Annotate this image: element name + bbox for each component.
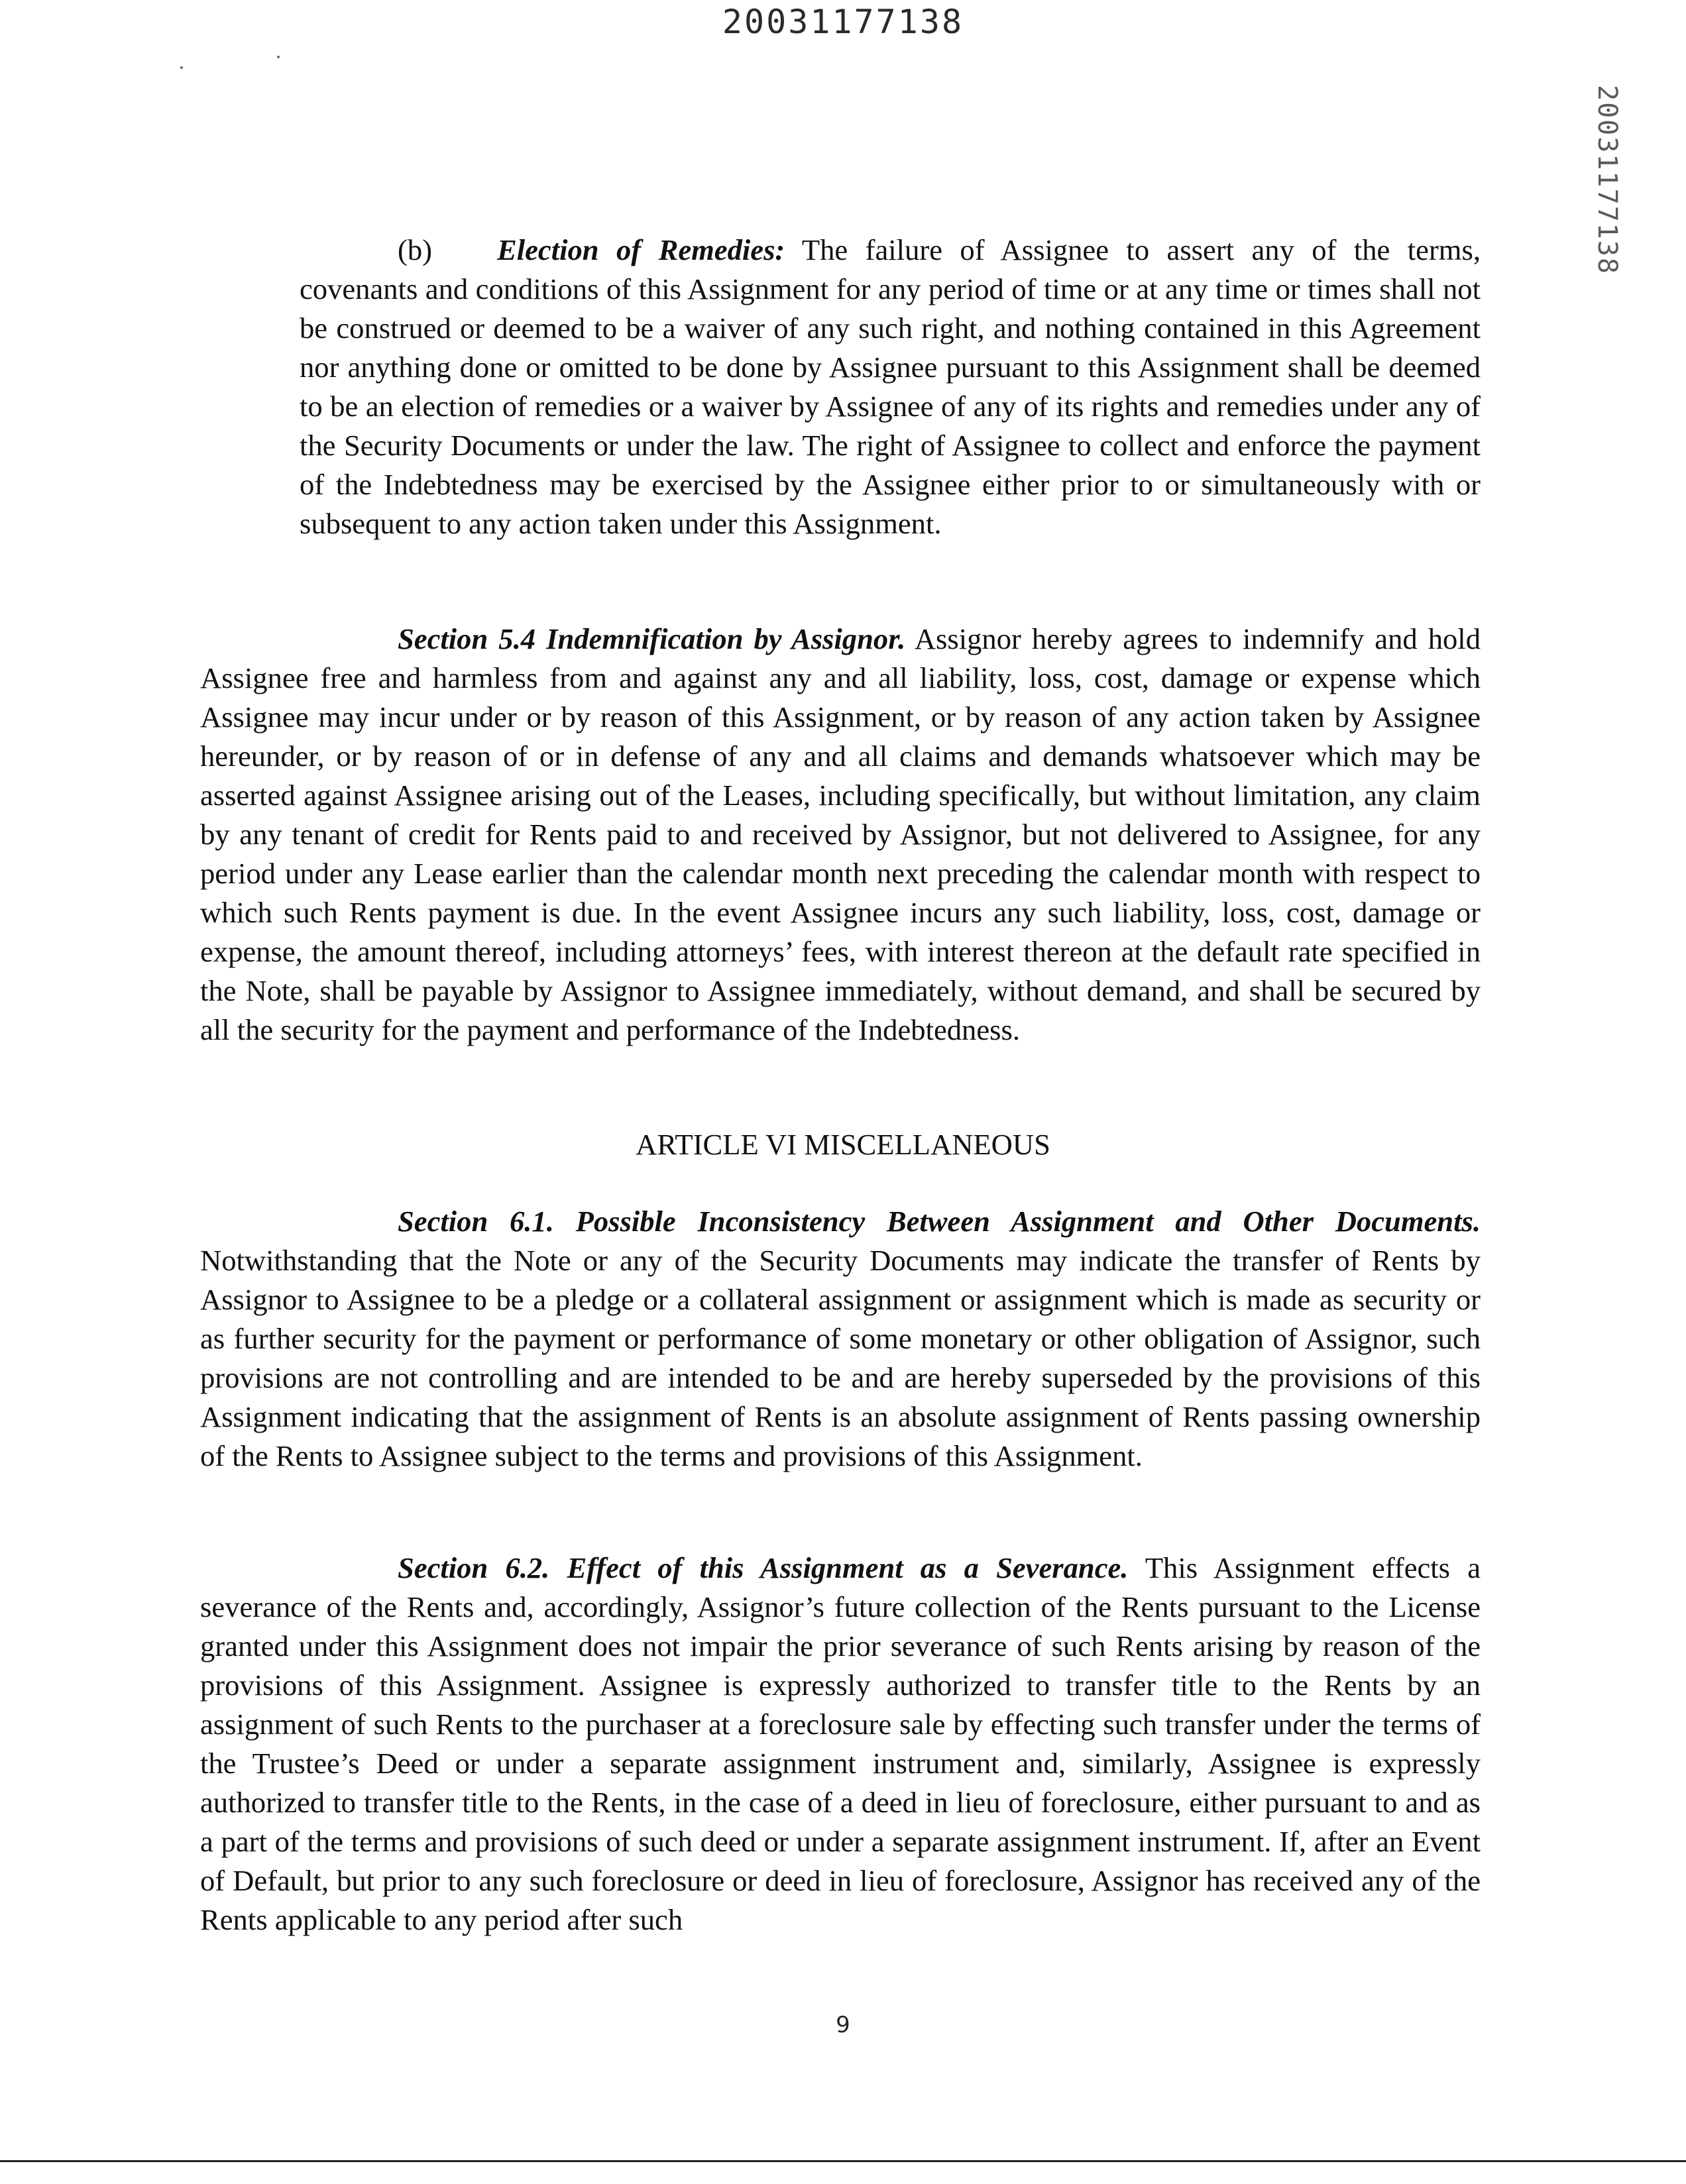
- section-6-2-heading: Section 6.2. Effect of this Assignment as a Severance.: [398, 1551, 1129, 1584]
- election-of-remedies-heading: Election of Remedies:: [497, 233, 785, 266]
- section-6-2-paragraph: [200, 1549, 1481, 1939]
- section-6-1-text: Notwithstanding that the Note or any of the Security Documents may indicate the transfer of Rents by Assignor to Assignee to be a pledge or a collateral assignment or assignment which is made as security or as further security for the payment or performance of some monetary or other obligation of Assignor, such provisions are not controlling and are intended to be and are hereby superseded by the provisions of this Assignment indicating that the assignment of Rents is an absolute assignment of Rents passing ownership of the Rents to Assignee subject to the terms and provisions of this Assignment.: [200, 1244, 1481, 1472]
- section-6-2-text: This Assignment effects a severance of the Rents and, accordingly, Assignor’s future collection of the Rents pursuant to the License granted under this Assignment does not impair the prior severance of such Rents arising by reason of the provisions of this Assignment. Assignee is expressly authorized to transfer title to the Rents by an assignment of such Rents to the purchaser at a foreclosure sale by effecting such transfer under the terms of the Trustee’s Deed or under a separate assignment instrument and, similarly, Assignee is expressly authorized to transfer title to the Rents, in the case of a deed in lieu of foreclosure, either pursuant to and as a part of the terms and provisions of such deed or under a separate assignment instrument. If, after an Event of Default, but prior to any such foreclosure or deed in lieu of foreclosure, Assignor has received any of the Rents applicable to any period after such: [200, 1551, 1481, 1936]
- scan-speck: [180, 66, 183, 69]
- section-6-1-paragraph: [200, 1202, 1481, 1476]
- side-stamp: 20031177138: [1592, 85, 1622, 275]
- section-5-4-heading: Section 5.4 Indemnification by Assignor.: [398, 622, 906, 655]
- page-number: 9: [836, 2012, 850, 2038]
- scan-speck: [277, 56, 280, 58]
- article-heading: ARTICLE VI MISCELLANEOUS: [636, 1128, 1050, 1161]
- election-of-remedies-text: The failure of Assignee to assert any of the terms, covenants and conditions of this Assignment for any period of time or at any time or times shall not be construed or deemed to be a waiver of any such right, and nothing contained in this Agreement nor anything done or omitted to be done by Assignee pursuant to this Assignment shall be deemed to be an election of remedies or a waiver by Assignee of any of its rights and remedies under any of the Security Documents or under the law. The right of Assignee to collect and enforce the payment of the Indebtedness may be exercised by the Assignee either prior to or simultaneously with or subsequent to any action taken under this Assignment.: [300, 233, 1481, 540]
- section-6-1-heading: Section 6.1. Possible Inconsistency Between Assignment and Other Documents.: [398, 1205, 1481, 1238]
- subsection-label: (b): [398, 233, 432, 266]
- election-of-remedies-paragraph: [300, 231, 1481, 543]
- section-5-4-paragraph: [200, 620, 1481, 1050]
- document-number: 20031177138: [722, 3, 964, 41]
- section-5-4-text: Assignor hereby agrees to indemnify and hold Assignee free and harmless from and against any and all liability, loss, cost, damage or expense which Assignee may incur under or by reason of this Assignment, or by reason of any action taken by Assignee hereunder, or by reason of or in defense of any and all claims and demands whatsoever which may be asserted against Assignee arising out of the Leases, including specifically, but without limitation, any claim by any tenant of credit for Rents paid to and received by Assignor, but not delivered to Assignee, for any period under any Lease earlier than the calendar month next preceding the calendar month with respect to which such Rents payment is due. In the event Assignee incurs any such liability, loss, cost, damage or expense, the amount thereof, including attorneys’ fees, with interest thereon at the default rate specified in the Note, shall be payable by Assignor to Assignee immediately, without demand, and shall be secured by all the security for the payment and performance of the Indebtedness.: [200, 622, 1481, 1046]
- bottom-rule: [0, 2160, 1686, 2162]
